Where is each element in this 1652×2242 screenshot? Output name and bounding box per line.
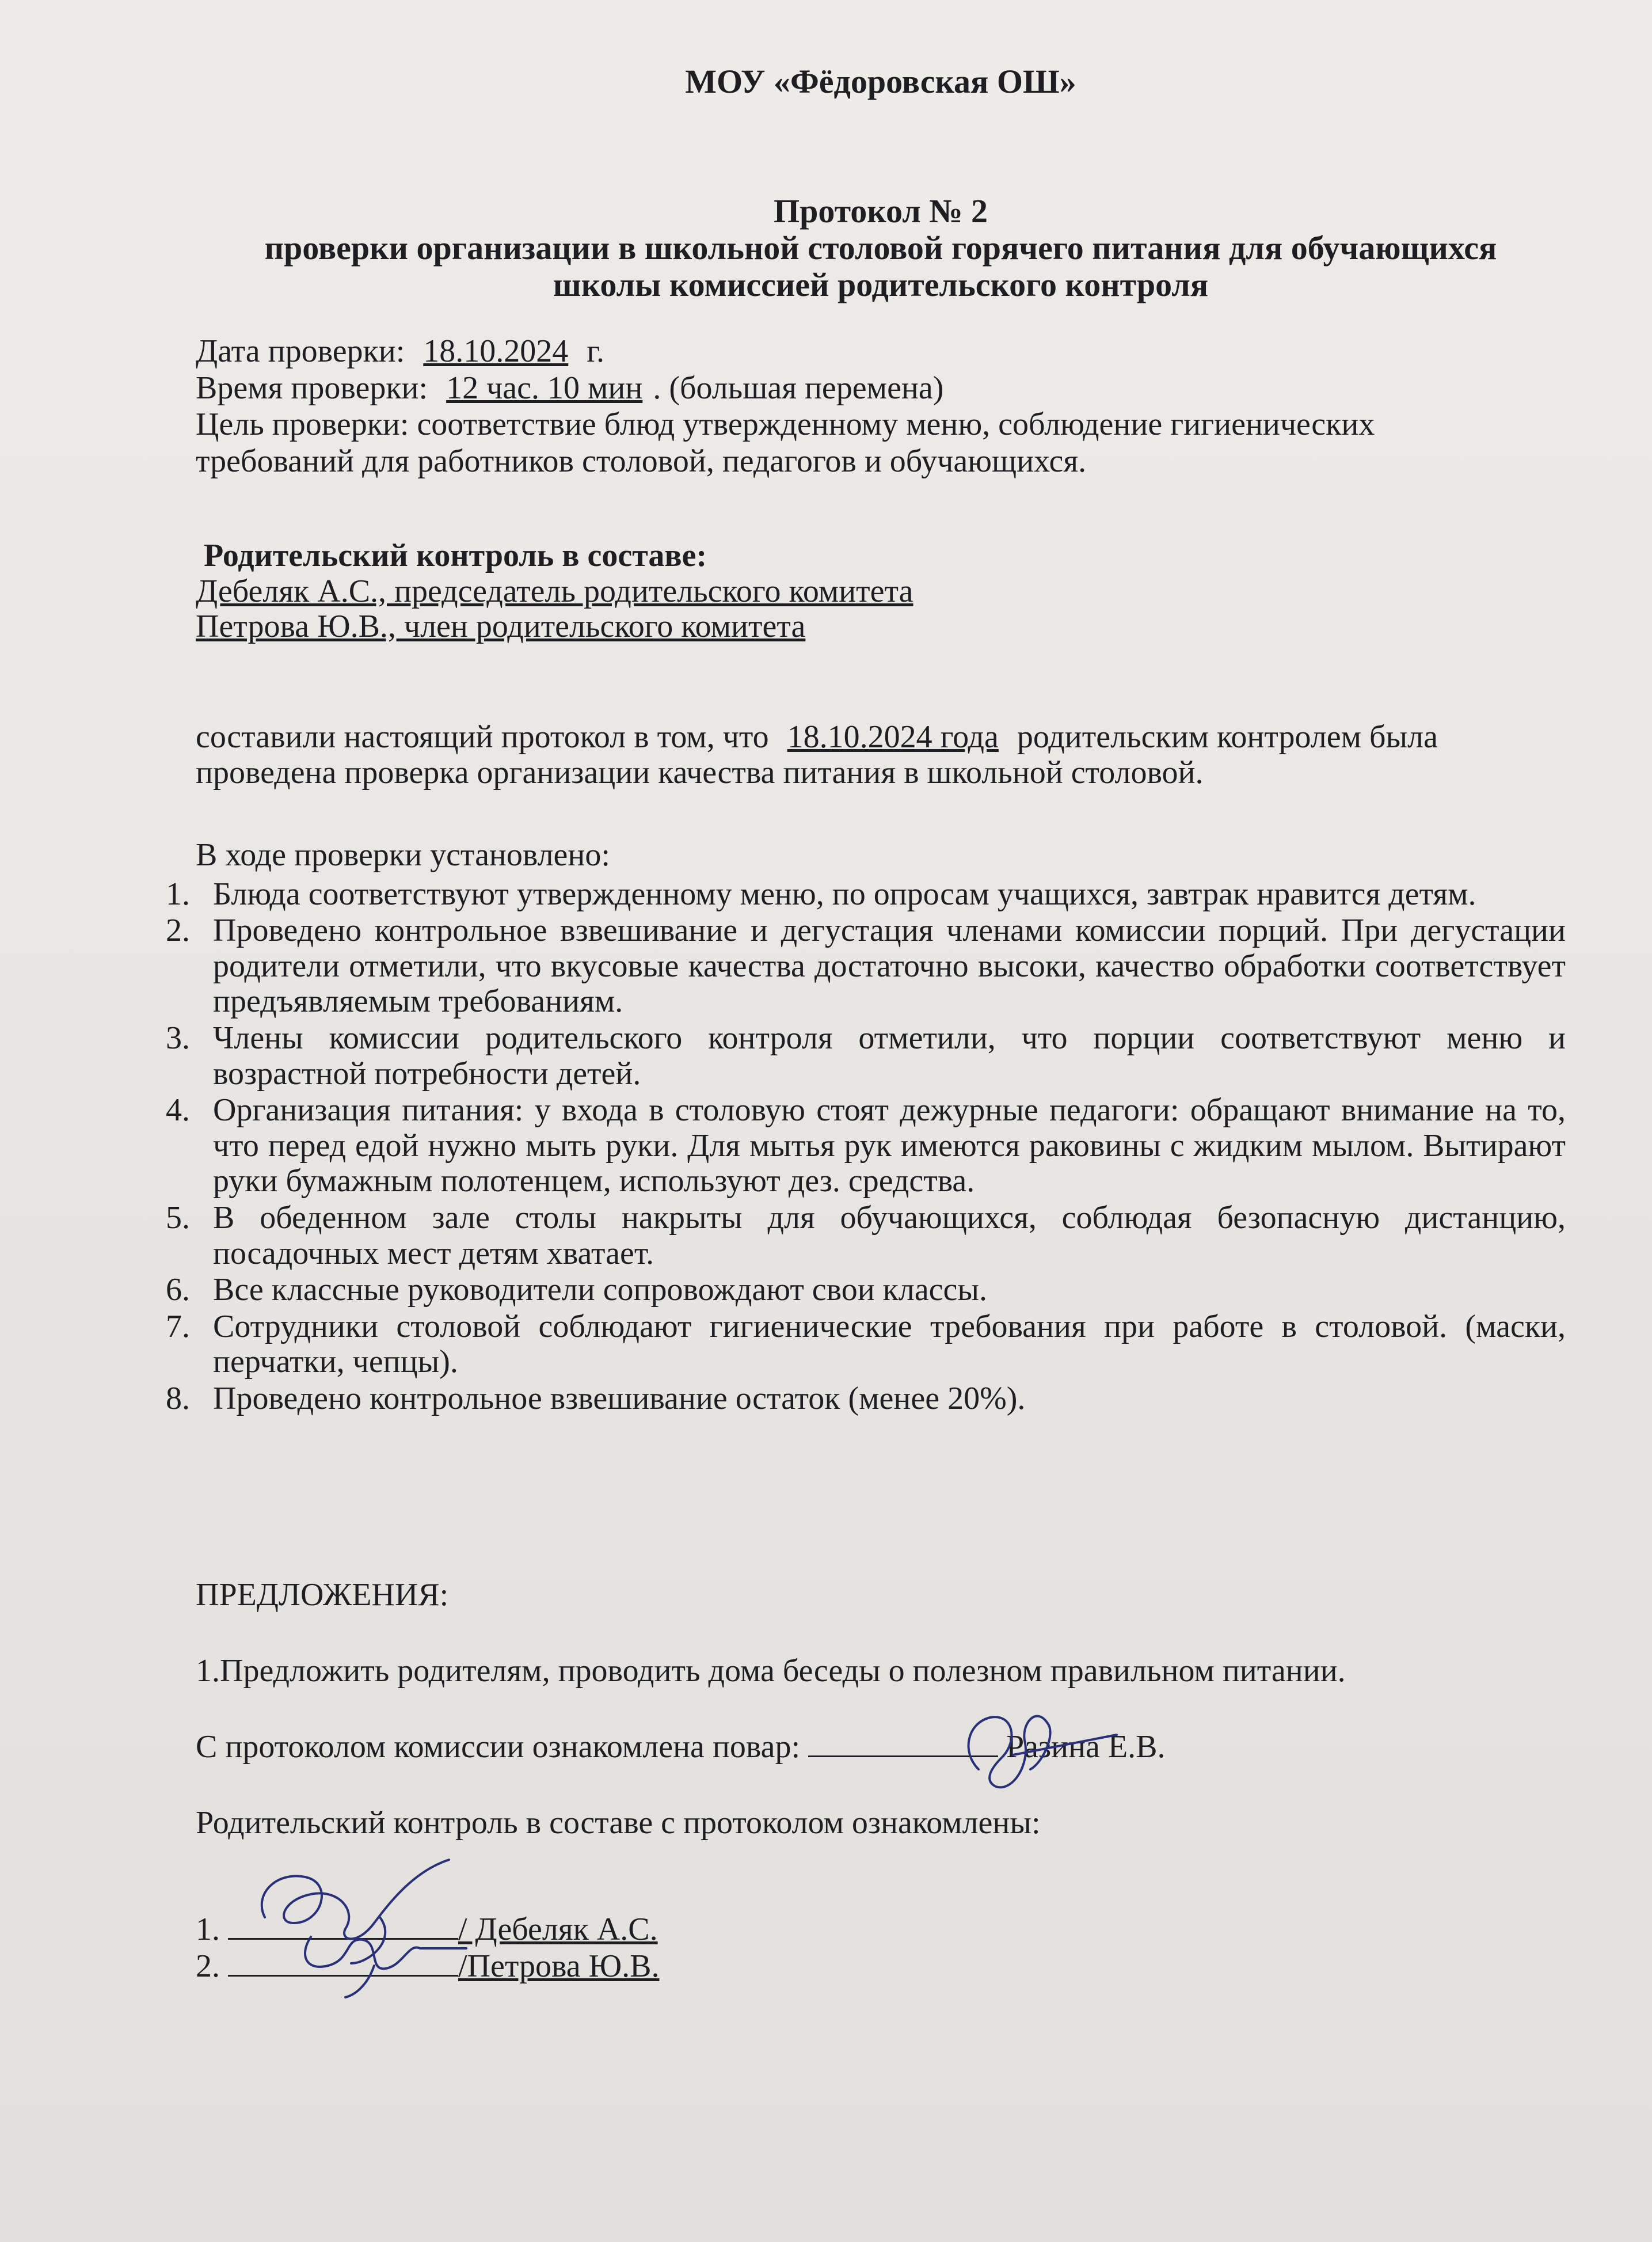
composition-heading: Родительский контроль в составе: bbox=[204, 538, 707, 573]
finding-item bbox=[166, 1092, 1566, 1199]
statement-rest: родительским контролем была bbox=[1008, 719, 1438, 755]
member-1: Дебеляк А.С., председатель родительского комитета bbox=[196, 573, 913, 609]
finding-number: 1. bbox=[166, 876, 190, 912]
cook-label: С протоколом комиссии ознакомлена повар: bbox=[196, 1729, 800, 1765]
finding-number: 5. bbox=[166, 1199, 190, 1236]
signatory-name: / Дебеляк А.С. bbox=[458, 1912, 658, 1947]
finding-text: Проведено контрольное взвешивание остаток (менее 20%). bbox=[213, 1380, 1026, 1416]
finding-text: В обеденном зале столы накрыты для обучающихся, соблюдая безопасную дистанцию, посадочных мест детям хватает. bbox=[213, 1199, 1566, 1271]
finding-text: Организация питания: у входа в столовую стоят дежурные педагоги: обращают внимание на то, что перед едой нужно мыть руки. Для мытья рук имеются раковины с жидким мылом. Вытирают руки бумажным полотенцем, используют дез. средства. bbox=[213, 1092, 1566, 1199]
composition-section bbox=[196, 538, 1566, 645]
cook-signature bbox=[927, 1700, 1134, 1798]
school-name: МОУ «Фёдоровская ОШ» bbox=[685, 63, 1076, 100]
time-suffix: . (большая перемена) bbox=[653, 370, 944, 406]
statement-paragraph bbox=[196, 720, 1566, 791]
finding-number: 2. bbox=[166, 913, 190, 949]
finding-item bbox=[166, 1020, 1566, 1092]
purpose-line2: требований для работников столовой, педагогов и обучающихся. bbox=[196, 443, 1087, 479]
finding-number: 6. bbox=[166, 1272, 190, 1308]
finding-number: 8. bbox=[166, 1380, 190, 1416]
cook-acknowledgement bbox=[196, 1729, 1566, 1765]
date-label: Дата проверки: bbox=[196, 333, 405, 369]
cook-name: Разина Е.В. bbox=[1006, 1729, 1166, 1765]
finding-text: Члены комиссии родительского контроля отметили, что порции соответствуют меню и возрастной потребности детей. bbox=[213, 1020, 1566, 1092]
finding-item bbox=[166, 876, 1566, 913]
finding-text: Все классные руководители сопровождают свои классы. bbox=[213, 1272, 988, 1308]
protocol-title bbox=[196, 193, 1566, 303]
date-suffix: г. bbox=[587, 333, 604, 369]
member-2: Петрова Ю.В., член родительского комитета bbox=[196, 609, 806, 645]
findings-section bbox=[166, 837, 1566, 1418]
statement-line2: проведена проверка организации качества питания в школьной столовой. bbox=[196, 754, 1204, 791]
signatures-section bbox=[196, 1912, 1566, 1985]
finding-item bbox=[166, 1199, 1566, 1271]
finding-number: 4. bbox=[166, 1092, 190, 1128]
inspection-meta bbox=[196, 334, 1566, 480]
finding-item bbox=[166, 1272, 1566, 1308]
time-label: Время проверки: bbox=[196, 370, 428, 406]
proposals-section bbox=[196, 1578, 1566, 1881]
statement-prefix: составили настоящий протокол в том, что bbox=[196, 719, 769, 755]
protocol-number: Протокол № 2 bbox=[773, 192, 988, 230]
finding-item bbox=[166, 1308, 1566, 1380]
parents-acknowledgement: Родительский контроль в составе с протоколом ознакомлены: bbox=[196, 1804, 1041, 1841]
signature-row bbox=[196, 1948, 1566, 1985]
signature-number: 2. bbox=[196, 1948, 220, 1984]
findings-list bbox=[166, 876, 1566, 1417]
proposals-heading: ПРЕДЛОЖЕНИЯ: bbox=[196, 1577, 449, 1613]
signature-number: 1. bbox=[196, 1912, 220, 1947]
finding-text: Сотрудники столовой соблюдают гигиенические требования при работе в столовой. (маски, перчатки, чепцы). bbox=[213, 1308, 1566, 1380]
date-row bbox=[196, 334, 1566, 370]
signatory-name: /Петрова Ю.В. bbox=[458, 1948, 660, 1984]
time-row bbox=[196, 371, 1566, 406]
date-value: 18.10.2024 bbox=[423, 333, 569, 369]
statement-date: 18.10.2024 года bbox=[787, 719, 999, 755]
finding-text: Проведено контрольное взвешивание и дегустация членами комиссии порций. При дегустации родители отметили, что вкусовые качества достаточно высоки, качество обработки соответствует предъявляемым требованиям. bbox=[213, 913, 1566, 1020]
findings-heading: В ходе проверки установлено: bbox=[196, 837, 610, 873]
protocol-subtitle-line2: школы комиссией родительского контроля bbox=[553, 265, 1209, 303]
statement-line1 bbox=[196, 720, 1566, 755]
finding-number: 3. bbox=[166, 1020, 190, 1056]
proposal-item-1: 1.Предложить родителям, проводить дома беседы о полезном правильном питании. bbox=[196, 1652, 1346, 1689]
signature-petrova bbox=[276, 1920, 484, 2000]
finding-item bbox=[166, 913, 1566, 1020]
protocol-subtitle-line1: проверки организации в школьной столовой горячего питания для обучающихся bbox=[264, 229, 1497, 267]
purpose-line1: Цель проверки: соответствие блюд утвержденному меню, соблюдение гигиенических bbox=[196, 406, 1375, 443]
finding-item bbox=[166, 1380, 1566, 1417]
finding-number: 7. bbox=[166, 1308, 190, 1344]
finding-text: Блюда соответствуют утвержденному меню, по опросам учащихся, завтрак нравится детям. bbox=[213, 876, 1476, 912]
time-value: 12 час. 10 мин bbox=[446, 370, 643, 406]
